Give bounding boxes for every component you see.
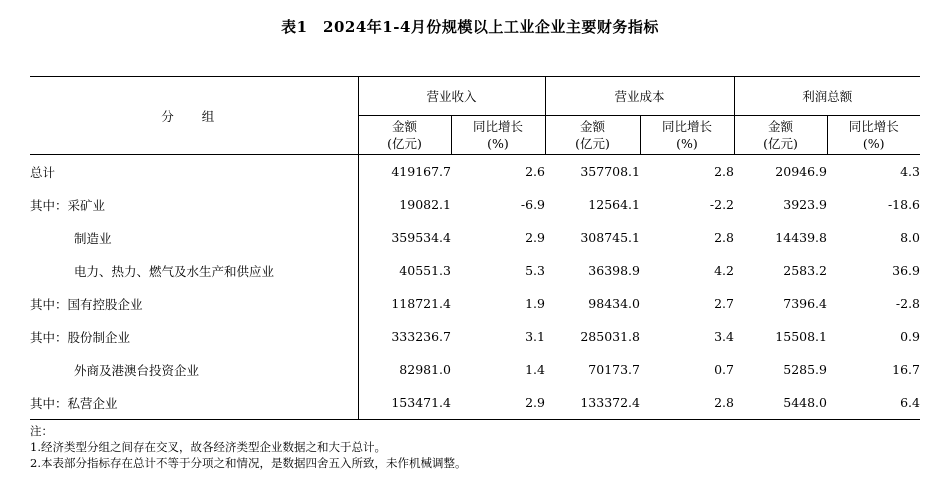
row-value: 285031.8	[580, 329, 640, 344]
row-value: -18.6	[887, 197, 920, 212]
row-value: 359534.4	[358, 221, 451, 254]
row-value: 15508.1	[775, 329, 827, 344]
revenue-amount-header: 金额 (亿元)	[358, 116, 451, 155]
row-value: 16.7	[892, 362, 920, 377]
row-value: 333236.7	[358, 320, 451, 353]
row-value: 98434.0	[588, 296, 640, 311]
row-value: 2583.2	[783, 263, 827, 278]
row-value: 3.4	[714, 329, 734, 344]
row-label: 其中：私营企业	[30, 386, 358, 420]
row-label: 其中：股份制企业	[30, 329, 131, 345]
row-value: 20946.9	[775, 164, 827, 179]
note-heading: 注：	[30, 424, 53, 438]
row-value: 5.3	[525, 263, 545, 278]
row-value: 2.9	[525, 230, 545, 245]
group-header: 分 组	[30, 77, 358, 155]
row-value: 2.6	[525, 164, 545, 179]
cost-growth-header: 同比增长 (%)	[640, 116, 734, 155]
row-value: 12564.1	[588, 197, 640, 212]
financial-indicators-table	[30, 76, 920, 420]
row-value: 70173.7	[588, 362, 640, 377]
row-value: 7396.4	[783, 296, 827, 311]
row-value: 8.0	[900, 230, 920, 245]
row-value: 36398.9	[588, 263, 640, 278]
row-value: 1.4	[525, 362, 545, 377]
profit-amount-header: 金额 (亿元)	[734, 116, 827, 155]
footnotes	[30, 423, 466, 471]
row-label: 电力、热力、燃气及水生产和供应业	[74, 263, 275, 279]
table-title: 表1 2024年1-4月份规模以上工业企业主要财务指标	[281, 18, 659, 36]
table-row	[30, 221, 920, 254]
row-value: 19082.1	[358, 188, 451, 221]
row-value: 153471.4	[358, 386, 451, 420]
row-value: -2.2	[709, 197, 734, 212]
row-value: 6.4	[827, 386, 920, 420]
row-value: 0.9	[900, 329, 920, 344]
row-value: 82981.0	[358, 353, 451, 386]
cost-amount-header: 金额 (亿元)	[545, 116, 640, 155]
row-value: 2.7	[714, 296, 734, 311]
row-label: 其中：国有控股企业	[30, 296, 143, 312]
row-value: 357708.1	[580, 164, 640, 179]
row-value: 2.8	[714, 164, 734, 179]
row-value: 3.1	[525, 329, 545, 344]
table-row	[30, 155, 920, 189]
profit-growth-header: 同比增长 (%)	[827, 116, 920, 155]
note-1: 1.经济类型分组之间存在交叉，故各经济类型企业数据之和大于总计。	[30, 440, 386, 454]
table-row	[30, 287, 920, 320]
row-value: 1.9	[525, 296, 545, 311]
row-value: 419167.7	[358, 155, 451, 189]
row-label: 制造业	[74, 230, 112, 246]
table-row	[30, 188, 920, 221]
row-value: 2.8	[640, 386, 734, 420]
profit-header: 利润总额	[734, 77, 920, 116]
row-value: 308745.1	[580, 230, 640, 245]
row-value: 14439.8	[775, 230, 827, 245]
note-2: 2.本表部分指标存在总计不等于分项之和情况，是数据四舍五入所致，未作机械调整。	[30, 456, 467, 470]
row-value: 40551.3	[358, 254, 451, 287]
row-value: -6.9	[520, 197, 545, 212]
row-value: 118721.4	[358, 287, 451, 320]
row-value: 3923.9	[783, 197, 827, 212]
row-value: 2.8	[714, 230, 734, 245]
row-value: 4.3	[900, 164, 920, 179]
row-value: -2.8	[895, 296, 920, 311]
row-value: 5285.9	[783, 362, 827, 377]
row-label: 其中：采矿业	[30, 197, 106, 213]
row-value: 4.2	[714, 263, 734, 278]
cost-header: 营业成本	[545, 77, 734, 116]
row-value: 0.7	[714, 362, 734, 377]
row-value: 5448.0	[734, 386, 827, 420]
row-value: 133372.4	[545, 386, 640, 420]
table-row	[30, 386, 920, 420]
revenue-header: 营业收入	[358, 77, 545, 116]
row-value: 2.9	[451, 386, 545, 420]
table-row	[30, 320, 920, 353]
row-value: 36.9	[892, 263, 920, 278]
row-label: 总计	[30, 164, 56, 180]
table-row	[30, 254, 920, 287]
row-label: 外商及港澳台投资企业	[74, 362, 200, 378]
revenue-growth-header: 同比增长 (%)	[451, 116, 545, 155]
table-row	[30, 353, 920, 386]
